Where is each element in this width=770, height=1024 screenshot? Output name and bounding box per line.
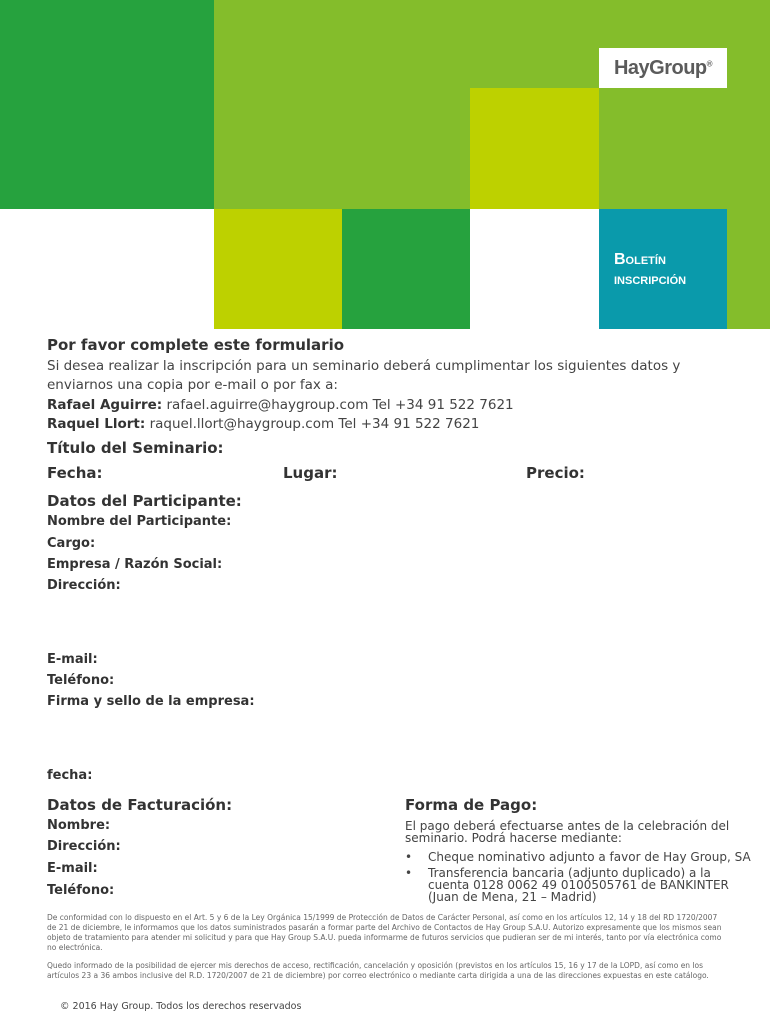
legal-paragraph-1: De conformidad con lo dispuesto en el Art. 5 y 6 de la Ley Orgánica 15/1999 de Protección de Datos de Carácter Personal, así como en los artículos 12, 14 y 18 del RD 1720/2007 de 21 de diciembre, le informamos que los datos suministrados pasarán a formar parte del Archivo de Contactos de Hay Group S.A.U. Autorizo expresamente que los mismos sean objeto de tratamiento para atender mi solicitud y para que Hay Group S.A.U. pueda informarme de futuros servicios que pudieran ser de mi interés, tanto por vía electrónica como no electrónica. [47,913,722,952]
participant-telefono-label: Teléfono: [47,673,115,688]
boletin-inscripcion-label [614,250,686,290]
payment-bullet2-line2: cuenta 0128 0062 49 0100505761 de BANKINTER [428,878,729,892]
contact2-info[interactable]: raquel.llort@haygroup.com Tel +34 91 522 7621 [149,416,480,432]
billing-email-label: E-mail: [47,861,98,876]
billing-nombre-label: Nombre: [47,818,111,833]
seminar-fecha-label: Fecha: [47,464,103,482]
header-block-lime-bottom [214,209,342,329]
billing-telefono-label: Teléfono: [47,883,115,898]
legal-paragraph-2: Quedo informado de la posibilidad de ejercer mis derechos de acceso, rectificación, cancelación y oposición (previstos en los artículos 15, 16 y 17 de la LOPD, así como en los artículos 23 a 36 ambos inclusive del R.D. 1720/2007 de 21 de diciembre) por correo electrónico o mediante carta dirigida a una de las direcciones expuestas en este catálogo. [47,961,709,980]
haygroup-logo [599,48,727,88]
payment-bullet1: Cheque nominativo adjunto a favor de Hay Group, SA [428,850,751,864]
logo-reg-mark: ® [706,58,713,68]
billing-direccion-label: Dirección: [47,839,121,854]
header-block-lime-top [470,88,599,209]
logo-text: HayGroup [613,56,707,79]
seminar-precio-label: Precio: [526,464,585,482]
contact-raquel [47,416,479,432]
contact-rafael [47,397,514,413]
form-title: Por favor complete este formulario [47,336,345,354]
payment-line2: seminario. Podrá hacerse mediante: [405,831,622,845]
participant-cargo-label: Cargo: [47,536,96,551]
payment-section-title: Forma de Pago: [405,796,538,814]
payment-bullet2-dot: • [405,866,413,880]
payment-bullet2-line3: (Juan de Mena, 21 – Madrid) [428,890,597,904]
header-block-green-bottom [342,209,470,329]
participant-email-label: E-mail: [47,652,98,667]
payment-bullet1-dot: • [405,850,413,864]
contact1-info[interactable]: rafael.aguirre@haygroup.com Tel +34 91 522 7621 [166,397,514,413]
intro-line1: Si desea realizar la inscripción para un seminario deberá cumplimentar los siguientes datos y [47,358,681,374]
participant-nombre-label: Nombre del Participante: [47,514,232,529]
boletin-line2: inscripción [614,271,687,288]
contact2-name: Raquel Llort: [47,416,146,432]
billing-section-title: Datos de Facturación: [47,796,233,814]
payment-line1: El pago deberá efectuarse antes de la celebración del [405,819,730,833]
seminar-lugar-label: Lugar: [283,464,338,482]
payment-bullet2-line1: Transferencia bancaria (adjunto duplicado) a la [428,866,711,880]
seminar-title-label: Título del Seminario: [47,439,224,457]
intro-line2: enviarnos una copia por e-mail o por fax a: [47,377,338,393]
header-block-green-right [727,209,770,329]
participant-firma-label: Firma y sello de la empresa: [47,694,255,709]
contact1-name: Rafael Aguirre: [47,397,163,413]
boletin-line1: Boletín [614,251,666,268]
participant-empresa-label: Empresa / Razón Social: [47,557,223,572]
header-block-green-dark [0,0,214,209]
participant-fecha-label: fecha: [47,768,93,783]
participant-direccion-label: Dirección: [47,578,121,593]
copyright: © 2016 Hay Group. Todos los derechos reservados [60,1001,302,1012]
participant-section-title: Datos del Participante: [47,492,242,510]
